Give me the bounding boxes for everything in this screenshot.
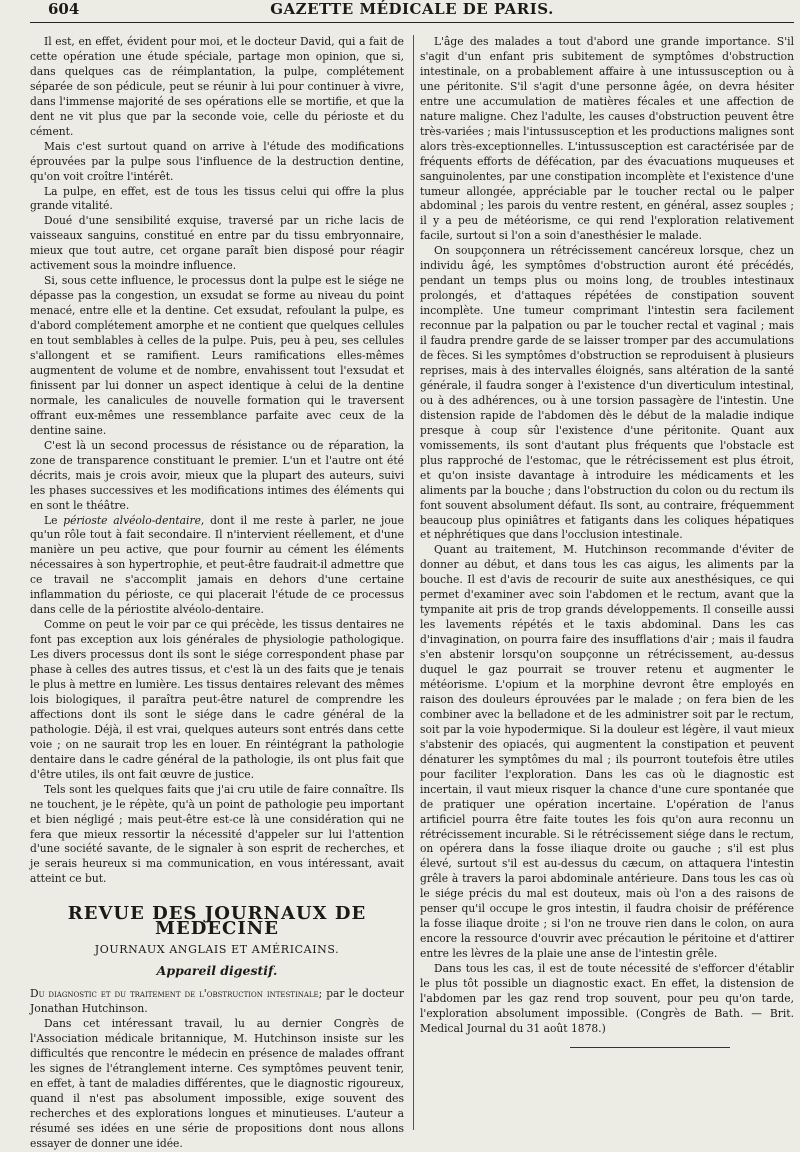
section-heading: Appareil digestif. xyxy=(156,963,278,979)
page-number: 604 xyxy=(48,0,80,18)
text-fragment: , dont il me reste à parler, ne joue qu'un rôle tout à fait secondaire. Il n'intervient réellement, et d'une manière un peu active, que pour fournir au cément les éléments nécessaires à son hypertrophie, et peut-être faudrait-il admettre que ce travail ne s'accomplit jamais en dehors d'une certaine inflammation du périoste, ce qui placerait l'étude de ce processus dans celle de la périostite alvéolo-dentaire. xyxy=(30,513,405,617)
paragraph: Quant au traitement, M. Hutchinson recommande d'éviter de donner au début, et dans tous les cas aigus, les aliments par la bouche. Il est d'avis de recourir de suite aux anesthésiques, ce qui permet d'examiner avec soin l'abdomen et le rectum, avant que la tympanite ait pris de trop grands développements. Il conseille aussi les lavements répétés et le taxis abdominal. Dans les cas d'invagination, on pourra faire des insufflations d'air ; mais il faudra s'en abstenir lorsqu'on soupçonne un rétrécissement, au-dessus duquel le gaz pourrait se trouver retenu et augmenter le météorisme. L'opium et la morphine devront être employés en raison des douleurs éprouvées par le malade ; on fera bien de les combiner avec la belladone et de les administrer soit par le rectum, soit par la voie hypodermique. Si la douleur est légère, il vaut mieux s'abstenir des opiacés, qui augmentent la constipation et peuvent dénaturer les symptômes du mal ; ils pourront toutefois être utiles pour faciliter l'exploration. Dans les cas où le diagnostic est incertain, il vaut mieux risquer la chance d'une cure spontanée que de pratiquer une opération incertaine. L'opération de l'anus artificiel pourra être faite toutes les fois qu'on aura reconnu un rétrécissement incurable. Si le rétrécissement siége dans le rectum, on opérera dans la fosse iliaque droite ou gauche ; s'il est plus élevé, surtout s'il est au-dessus du cæcum, on attaquera l'intestin grêle à travers la paroi abdominale antérieure. Dans tous les cas où le siége précis du mal est douteux, mais où l'on a des raisons de penser qu'il occupe le gros intestin, il faudra choisir de préférence la fosse iliaque droite ; si l'on ne trouve rien dans le colon, on aura encore la ressource d'ouvrir avec précaution le péritoine et d'attirer entre les lèvres de la plaie une anse de l'intestin grêle. xyxy=(420,543,794,961)
paragraph: Il est, en effet, évident pour moi, et le docteur David, qui a fait de cette opération une étude spéciale, partage mon opinion, que si, dans quelques cas de réimplantation, la pulpe, complétement séparée de son pédicule, peut se réunir à lui pour continuer à vivre, dans l'immense majorité de ses opérations elle se mortifie, et que la dent ne vit plus que par la seconde voie, celle du périoste et du cément. xyxy=(30,35,404,138)
section-title: REVUE DES JOURNAUX DE MEDECINE xyxy=(67,903,367,940)
right-column xyxy=(420,35,794,1130)
article-author: ; par le docteur Jonathan Hutchinson. xyxy=(30,987,404,1016)
column-divider xyxy=(413,35,414,1130)
paragraph: Dans tous les cas, il est de toute nécessité de s'efforcer d'établir le plus tôt possible un diagnostic exact. En effet, la distension de l'abdomen par les gaz rend trop souvent, pour peu qu'on tarde, l'exploration absolument impossible. (Congrès de Bath. — Brit. Medical Journal du 31 août 1878.) xyxy=(420,962,794,1035)
paragraph: Tels sont les quelques faits que j'ai cru utile de faire connaître. Ils ne touchent, je le répète, qu'à un point de pathologie peu important et bien négligé ; mais peut-être est-ce là une considération qui ne fera que mieux ressortir la nécessité d'appeler sur lui l'attention d'une société savante, de le signaler à son esprit de recherches, et je serais heureux si ma communication, en vous intéressant, avait atteint ce but. xyxy=(30,782,404,886)
text-fragment: Le xyxy=(44,513,64,527)
paragraph: L'âge des malades a tout d'abord une grande importance. S'il s'agit d'un enfant pris subitement de symptômes d'obstruction intestinale, on a probablement affaire à une intussusception ou à une péritonite. S'il s'agit d'une personne âgée, on devra hésiter entre une accumulation de matières fécales et une affection de nature maligne. Chez l'adulte, les causes d'obstruction peuvent être très-variées ; mais l'intussusception et les productions malignes sont alors très-exceptionnelles. L'intussusception est caractérisée par de fréquents efforts de défécation, par des évacuations muqueuses et sanguinolentes, par une constipation incomplète et l'existence d'une tumeur allongée, appréciable par le toucher rectal ou le palper abdominal ; les parois du ventre restent, en général, assez souples ; il y a peu de météorisme, ce qui rend l'exploration relativement facile, surtout si l'on a soin d'anesthésier le malade. xyxy=(420,35,794,243)
article-title-line xyxy=(30,987,404,1017)
two-column-body xyxy=(30,35,794,1150)
paragraph: C'est là un second processus de résistance ou de réparation, la zone de transparence constituant le premier. L'un et l'autre ont été décrits, mais je crois avoir, mieux que la plupart des auteurs, suivi les phases successives et les modifications intimes des éléments qui en sont le théâtre. xyxy=(30,438,404,512)
journal-title: GAZETTE MÉDICALE DE PARIS. xyxy=(270,0,554,18)
paragraph: Comme on peut le voir par ce qui précède, les tissus dentaires ne font pas exception aux lois générales de physiologie pathologique. Les divers processus dont ils sont le siége correspondent phase par phase à celles des autres tissus, et c'est là un des faits que je tenais le plus à mettre en lumière. Les tissus dentaires relevant des mêmes lois biologiques, il paraîtra peut-être naturel de comprendre les affections dont ils sont le siége dans le cadre général de la pathologie. Déjà, il est vrai, quelques auteurs sont entrés dans cette voie ; on ne saurait trop les en louer. En réintégrant la pathologie dentaire dans le cadre général de la pathologie, ils ont plus fait que d'être utiles, ils ont fait œuvre de justice. xyxy=(30,618,404,781)
paragraph: Mais c'est surtout quand on arrive à l'étude des modifications éprouvées par la pulpe sous l'influence de la destruction dentine, qu'on voit croître l'intérêt. xyxy=(30,139,404,183)
left-column xyxy=(30,35,405,1150)
section-subtitle: JOURNAUX ANGLAIS ET AMÉRICAINS. xyxy=(94,943,340,957)
italic-term: périoste alvéolo-dentaire xyxy=(63,513,201,527)
article-title: Du diagnostic et du traitement de l'obstruction intestinale xyxy=(30,987,319,1001)
page-header xyxy=(30,0,794,23)
paragraph-periosteum xyxy=(30,514,404,619)
paragraph: Dans cet intéressant travail, lu au dernier Congrès de l'Association médicale britannique, M. Hutchinson insiste sur les difficultés que rencontre le médecin en présence de malades offrant les signes de l'étranglement interne. Ces symptômes peuvent tenir, en effet, à tant de maladies différentes, que le diagnostic rigoureux, quand il n'est pas absolument impossible, exige souvent des recherches et des explorations longues et minutieuses. L'auteur a résumé ses idées en une série de propositions dont nous allons essayer de donner une idée. xyxy=(30,1017,404,1150)
paragraph: Doué d'une sensibilité exquise, traversé par un riche lacis de vaisseaux sanguins, constitué en entre par du tissu embryonnaire, mieux que tout autre, cet organe paraît bien disposé pour réagir activement sous la moindre influence. xyxy=(30,214,404,273)
end-rule xyxy=(570,1047,730,1048)
paragraph: La pulpe, en effet, est de tous les tissus celui qui offre la plus grande vitalité. xyxy=(30,184,404,213)
paragraph: Si, sous cette influence, le processus dont la pulpe est le siége ne dépasse pas la congestion, un exsudat se forme au niveau du point menacé, entre elle et la dentine. Cet exsudat, refoulant la pulpe, es d'abord complétement amorphe et ne contient que quelques cellules en tout semblables à celles de la pulpe. Puis, peu à peu, ses cellules s'allongent et se ramifient. Leurs ramifications elles-mêmes augmentent de volume et de nombre, envahissent tout l'exsudat et finissent par lui donner un aspect identique à celui de la dentine normale, les canalicules de nouvelle formation qui le traversent offrant eux-mêmes une ressemblance parfaite avec ceux de la dentine saine. xyxy=(30,274,404,437)
paragraph: On soupçonnera un rétrécissement cancéreux lorsque, chez un individu âgé, les symptômes d'obstruction auront été précédés, pendant un temps plus ou moins long, de troubles intestinaux prolongés, et d'attaques répétées de constipation souvent incomplète. Une tumeur comprimant l'intestin sera facilement reconnue par la palpation ou par le toucher rectal et vaginal ; mais il faudra prendre garde de se laisser tromper par des accumulations de fèces. Si les symptômes d'obstruction se reproduisent à plusieurs reprises, mais à des intervalles éloignés, sans altération de la santé générale, il faudra songer à l'existence d'un diverticulum intestinal, ou à des adhérences, ou à une torsion passagère de l'intestin. Une distension rapide de l'abdomen dès le début de la maladie indique presque à coup sûr l'existence d'une péritonite. Quant aux vomissements, ils sont d'autant plus fréquents que l'obstacle est plus rapproché de l'estomac, que le rétrécissement est plus étroit, et qu'on insiste davantage à introduire les médicaments et les aliments par la bouche ; dans l'obstruction du colon ou du rectum ils font souvent absolument défaut. Ils sont, au contraire, fréquemment beaucoup plus opiniâtres et fatigants dans les coliques hépatiques et néphrétiques que dans l'occlusion intestinale. xyxy=(420,244,794,542)
